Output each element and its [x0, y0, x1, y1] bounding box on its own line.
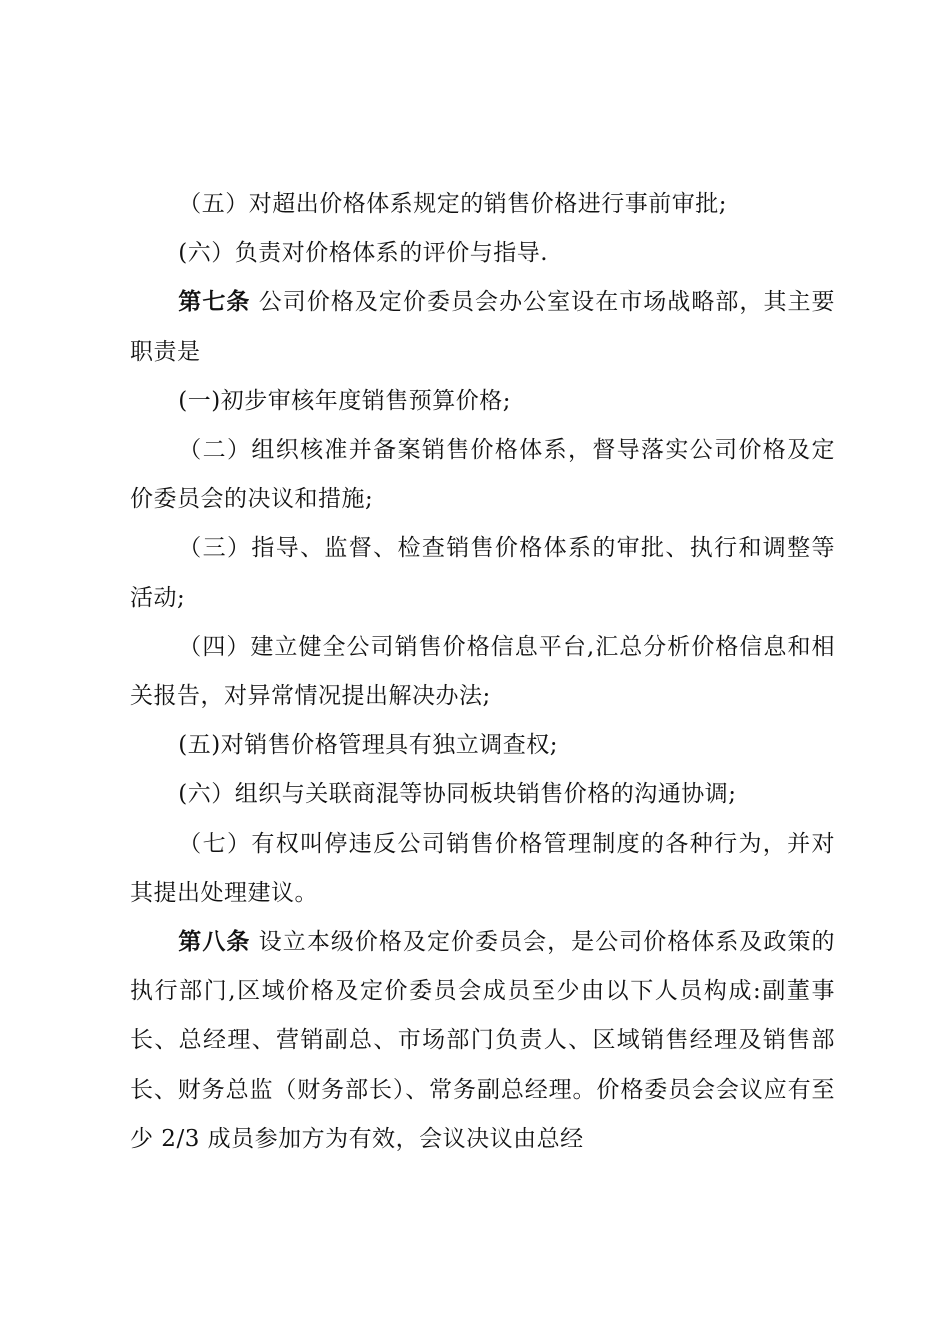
paragraph-text: 设立本级价格及定价委员会，是公司价格体系及政策的执行部门,区域价格及定价委员会成员至少由以下人员构成:副董事长、总经理、营销副总、市场部门负责人、区域销售经理及销售部长、财务总监（财务部长）、常务副总经理。价格委员会会议应有至少 2/3 成员参加方为有效，会议决议由总经: [130, 929, 836, 1152]
paragraph-item-6: [130, 229, 835, 278]
paragraph-text: （四）建立健全公司销售价格信息平台,汇总分析价格信息和相关报告，对异常情况提出解决办法;: [130, 633, 835, 710]
paragraph-item-6b: [130, 770, 835, 819]
article-7-title: 第七条: [178, 289, 251, 316]
paragraph-text: (六）组织与关联商混等协同板块销售价格的沟通协调;: [178, 781, 737, 808]
paragraph-text: (五)对销售价格管理具有独立调查权;: [178, 732, 558, 759]
paragraph-text: （三）指导、监督、检查销售价格体系的审批、执行和调整等活动;: [130, 535, 835, 611]
paragraph-text: (一)初步审核年度销售预算价格;: [178, 387, 511, 414]
paragraph-item-7: [130, 820, 835, 918]
paragraph-item-5: [130, 180, 835, 229]
paragraph-item-1: [130, 377, 835, 426]
article-8-title: 第八条: [178, 929, 251, 956]
paragraph-text: （七）有权叫停违反公司销售价格管理制度的各种行为，并对其提出处理建议。: [130, 830, 835, 906]
paragraph-text: 公司价格及定价委员会办公室设在市场战略部，其主要职责是: [130, 289, 836, 365]
article-8-paragraph: [130, 918, 835, 1164]
paragraph-item-2: [130, 426, 835, 524]
paragraph-item-5b: [130, 721, 835, 770]
article-7-paragraph: [130, 278, 835, 376]
paragraph-text: （五）对超出价格体系规定的销售价格进行事前审批;: [178, 191, 728, 217]
paragraph-text: (六）负责对价格体系的评价与指导.: [178, 240, 549, 267]
paragraph-item-4: [130, 623, 835, 721]
paragraph-item-3: [130, 524, 835, 622]
paragraph-text: （二）组织核准并备案销售价格体系，督导落实公司价格及定价委员会的决议和措施;: [130, 437, 835, 513]
document-body: [130, 180, 835, 1164]
